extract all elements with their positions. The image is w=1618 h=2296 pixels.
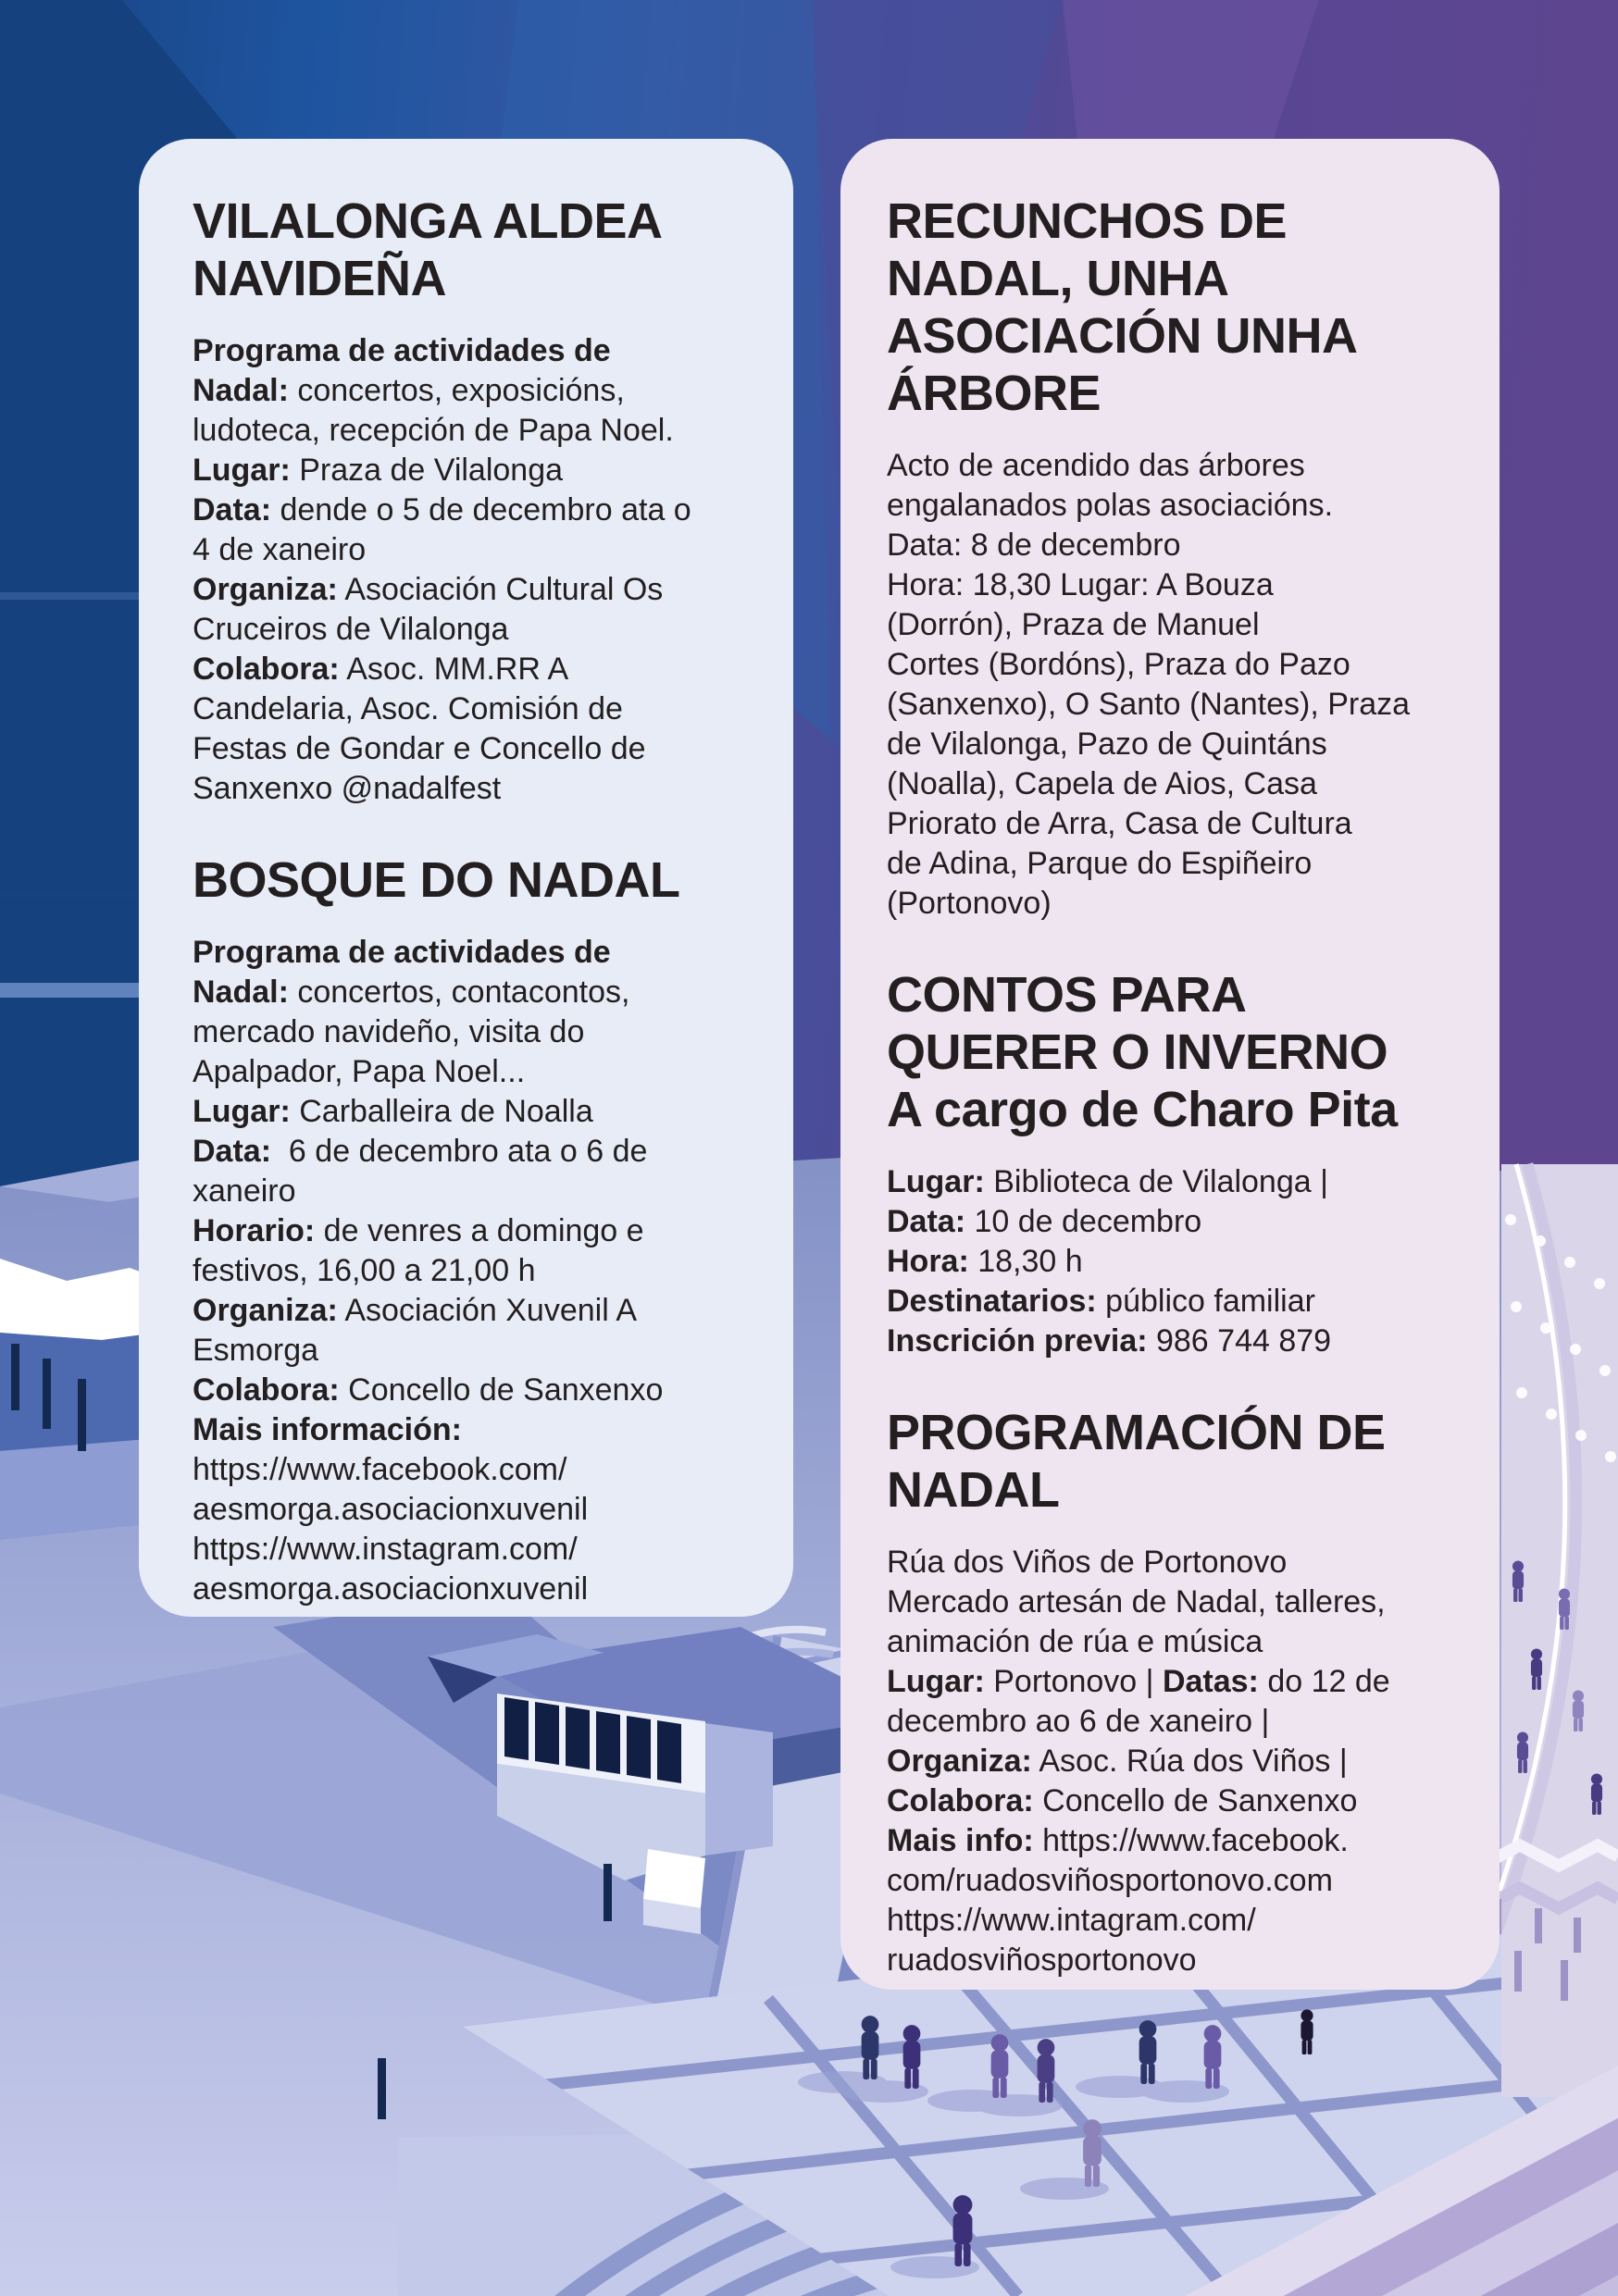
text-line: ludoteca, recepción de Papa Noel. [193,413,674,448]
text-line: Esmorga [193,1333,319,1368]
section-vilalonga-aldea-navidena [193,192,758,809]
text-line: Data: 6 de decembro ata o 6 de [193,1134,648,1169]
text-line: Lugar: Biblioteca de Vilalonga | [887,1164,1328,1199]
text-line: Destinatarios: público familiar [887,1284,1315,1319]
section-bosque-do-nadal [193,851,758,1609]
text-line: festivos, 16,00 a 21,00 h [193,1253,536,1288]
text-line: (Noalla), Capela de Aios, Casa [887,766,1317,801]
text-line: animación de rúa e música [887,1624,1263,1659]
text-line: 4 de xaneiro [193,532,367,567]
text-line: Priorato de Arra, Casa de Cultura [887,806,1352,841]
text-line: (Portonovo) [887,886,1052,921]
text-line: com/ruadosviñosportonovo.com [887,1863,1333,1898]
text-line: aesmorga.asociacionxuvenil [193,1492,589,1527]
text-line: (Dorrón), Praza de Manuel [887,607,1260,642]
section-heading: RECUNCHOS DE NADAL, UNHA ASOCIACIÓN UNHA ÁRBORE [887,193,1356,421]
text-line: Horario: de venres a domingo e [193,1213,644,1248]
text-line: aesmorga.asociacionxuvenil [193,1571,589,1607]
text-line: xaneiro [193,1173,296,1209]
section-heading: BOSQUE DO NADAL [193,852,680,908]
text-line: Lugar: Portonovo | Datas: do 12 de [887,1664,1390,1699]
text-line: https://www.facebook.com/ [193,1452,567,1487]
text-line: de Vilalonga, Pazo de Quintáns [887,726,1327,762]
text-line: mercado navideño, visita do [193,1014,585,1049]
section-body [193,933,758,1609]
text-line: Organiza: Asoc. Rúa dos Viños | [887,1744,1348,1779]
section-recunchos-de-nadal [887,192,1462,924]
text-line: Acto de acendido das árbores [887,448,1305,483]
text-line: Apalpador, Papa Noel... [193,1054,526,1089]
section-subheading: A cargo de Charo Pita [887,1082,1398,1137]
section-body [193,331,758,809]
section-heading: CONTOS PARA QUERER O INVERNO [887,967,1388,1080]
text-line: Data: 8 de decembro [887,527,1181,563]
section-programacion-de-nadal [887,1404,1462,1980]
text-line: Organiza: Asociación Xuvenil A [193,1293,638,1328]
kiosk-door [643,1849,705,1908]
text-line: de Adina, Parque do Espiñeiro [887,846,1313,881]
text-line: Hora: 18,30 h [887,1244,1083,1279]
text-line: Colabora: Concello de Sanxenxo [887,1783,1358,1818]
text-line: Festas de Gondar e Concello de [193,731,646,766]
text-line: Colabora: Asoc. MM.RR A [193,652,569,687]
text-line: Data: dende o 5 de decembro ata o [193,492,691,527]
section-contos-para-querer-o-inverno [887,966,1462,1361]
section-heading: PROGRAMACIÓN DE NADAL [887,1405,1386,1518]
text-line: Inscrición previa: 986 744 879 [887,1323,1332,1359]
text-line: Nadal: concertos, contacontos, [193,974,630,1010]
text-line: https://www.intagram.com/ [887,1903,1256,1938]
section-body [887,1543,1462,1980]
section-body [887,1162,1462,1361]
text-line: engalanados polas asociacións. [887,488,1334,523]
text-line: Data: 10 de decembro [887,1204,1202,1239]
text-line: https://www.instagram.com/ [193,1532,578,1567]
text-line: Sanxenxo @nadalfest [193,771,502,806]
card-recunchos-contos-programacion [840,139,1500,1990]
text-line: decembro ao 6 de xaneiro | [887,1704,1270,1739]
text-line: Lugar: Praza de Vilalonga [193,453,564,488]
text-line: Rúa dos Viños de Portonovo [887,1545,1288,1580]
text-line: ruadosviñosportonovo [887,1942,1197,1978]
text-line: Programa de actividades de [193,333,611,368]
text-line: Cortes (Bordóns), Praza do Pazo [887,647,1350,682]
section-body [887,446,1462,924]
text-line: Mercado artesán de Nadal, talleres, [887,1584,1386,1620]
text-line: Mais información: [193,1412,462,1447]
text-line: Mais info: https://www.facebook. [887,1823,1349,1858]
text-line: Programa de actividades de [193,935,611,970]
text-line: (Sanxenxo), O Santo (Nantes), Praza [887,687,1411,722]
text-line: Organiza: Asociación Cultural Os [193,572,664,607]
text-line: Hora: 18,30 Lugar: A Bouza [887,567,1274,602]
text-line: Colabora: Concello de Sanxenxo [193,1372,664,1408]
text-line: Lugar: Carballeira de Noalla [193,1094,593,1129]
text-line: Nadal: concertos, exposicións, [193,373,625,408]
section-heading: VILALONGA ALDEA NAVIDEÑA [193,193,661,306]
text-line: Cruceiros de Vilalonga [193,612,509,647]
card-vilalonga-bosque [139,139,793,1617]
text-line: Candelaria, Asoc. Comisión de [193,691,623,726]
